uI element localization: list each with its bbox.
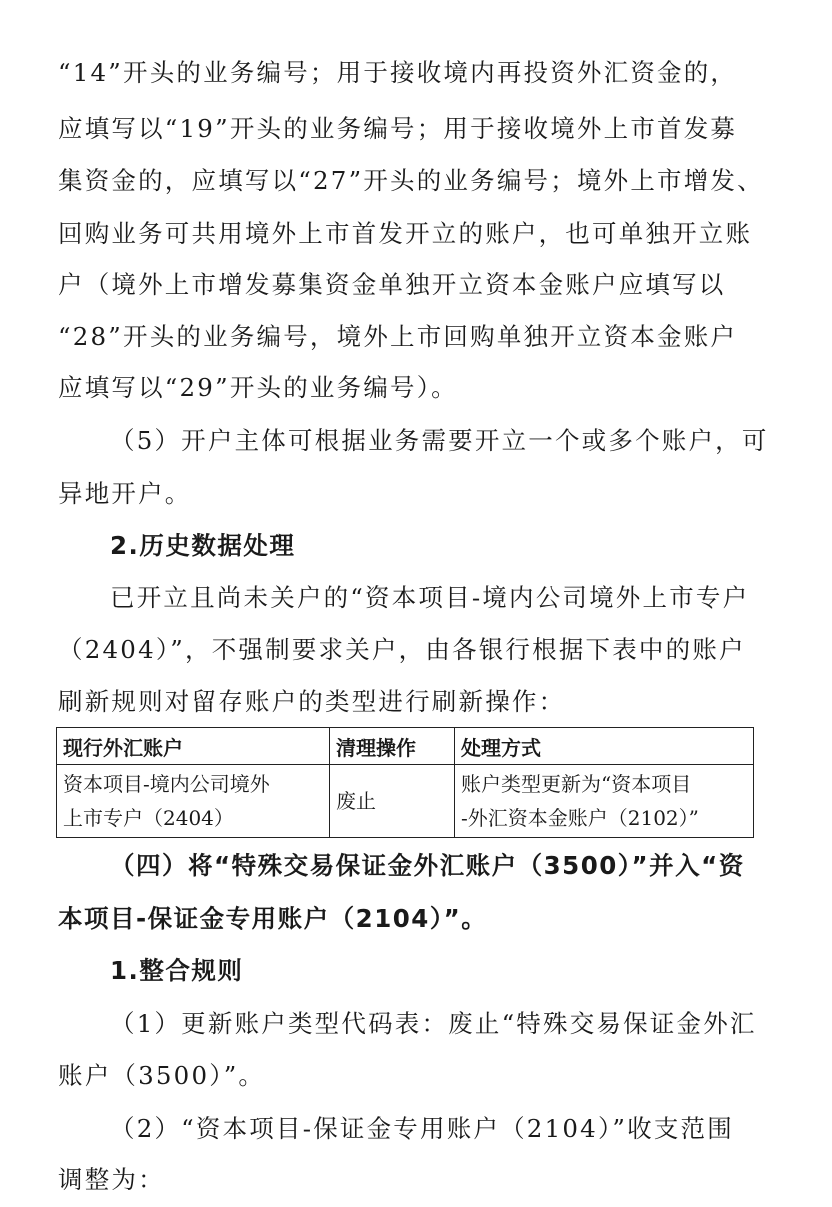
paragraph-5-line-1: （2）“资本项目-保证金专用账户（2104）”收支范围 xyxy=(110,1114,734,1143)
section-heading-4-line-2: 本项目-保证金专用账户（2104）”。 xyxy=(58,904,488,933)
table-header-operation: 清理操作 xyxy=(330,728,455,765)
table-cell-current-account xyxy=(57,765,330,838)
paragraph-1-line-7: 应填写以“29”开头的业务编号）。 xyxy=(58,373,458,402)
paragraph-3-line-3: 刷新规则对留存账户的类型进行刷新操作： xyxy=(58,687,566,716)
table-header-method: 处理方式 xyxy=(455,728,754,765)
table-cell-operation: 废止 xyxy=(330,765,455,838)
section-heading-history: 2.历史数据处理 xyxy=(110,531,296,560)
paragraph-1-line-5: 户（境外上市增发募集资金单独开立资本金账户应填写以 xyxy=(58,270,726,299)
table-row xyxy=(57,765,754,838)
method-line-2: -外汇资本金账户（2102）” xyxy=(461,806,699,830)
account-refresh-table xyxy=(56,727,754,838)
paragraph-1-line-1: “14”开头的业务编号；用于接收境内再投资外汇资金的， xyxy=(58,58,738,87)
account-line-2: 上市专户（2404） xyxy=(63,806,234,830)
paragraph-1-line-3: 集资金的，应填写以“27”开头的业务编号；境外上市增发、 xyxy=(58,166,764,195)
section-heading-4-line-1: （四）将“特殊交易保证金外汇账户（3500）”并入“资 xyxy=(110,851,745,880)
paragraph-4-line-2: 账户（3500）”。 xyxy=(58,1061,266,1090)
paragraph-5-line-2: 调整为： xyxy=(58,1165,165,1194)
paragraph-1-line-4: 回购业务可共用境外上市首发开立的账户，也可单独开立账 xyxy=(58,219,753,248)
paragraph-4-line-1: （1）更新账户类型代码表：废止“特殊交易保证金外汇 xyxy=(110,1009,757,1038)
paragraph-3-line-1: 已开立且尚未关户的“资本项目-境内公司境外上市专户 xyxy=(110,583,750,612)
paragraph-2-line-1: （5）开户主体可根据业务需要开立一个或多个账户，可 xyxy=(110,426,769,455)
section-heading-integration: 1.整合规则 xyxy=(110,956,244,985)
table-cell-method xyxy=(455,765,754,838)
table-header-current-account: 现行外汇账户 xyxy=(57,728,330,765)
paragraph-3-line-2: （2404）”，不强制要求关户，由各银行根据下表中的账户 xyxy=(58,635,746,664)
paragraph-2-line-2: 异地开户。 xyxy=(58,479,192,508)
method-line-1: 账户类型更新为“资本项目 xyxy=(461,772,692,796)
account-line-1: 资本项目-境内公司境外 xyxy=(63,772,270,796)
table-header-row xyxy=(57,728,754,765)
paragraph-1-line-2: 应填写以“19”开头的业务编号；用于接收境外上市首发募 xyxy=(58,114,738,143)
paragraph-1-line-6: “28”开头的业务编号，境外上市回购单独开立资本金账户 xyxy=(58,322,738,351)
